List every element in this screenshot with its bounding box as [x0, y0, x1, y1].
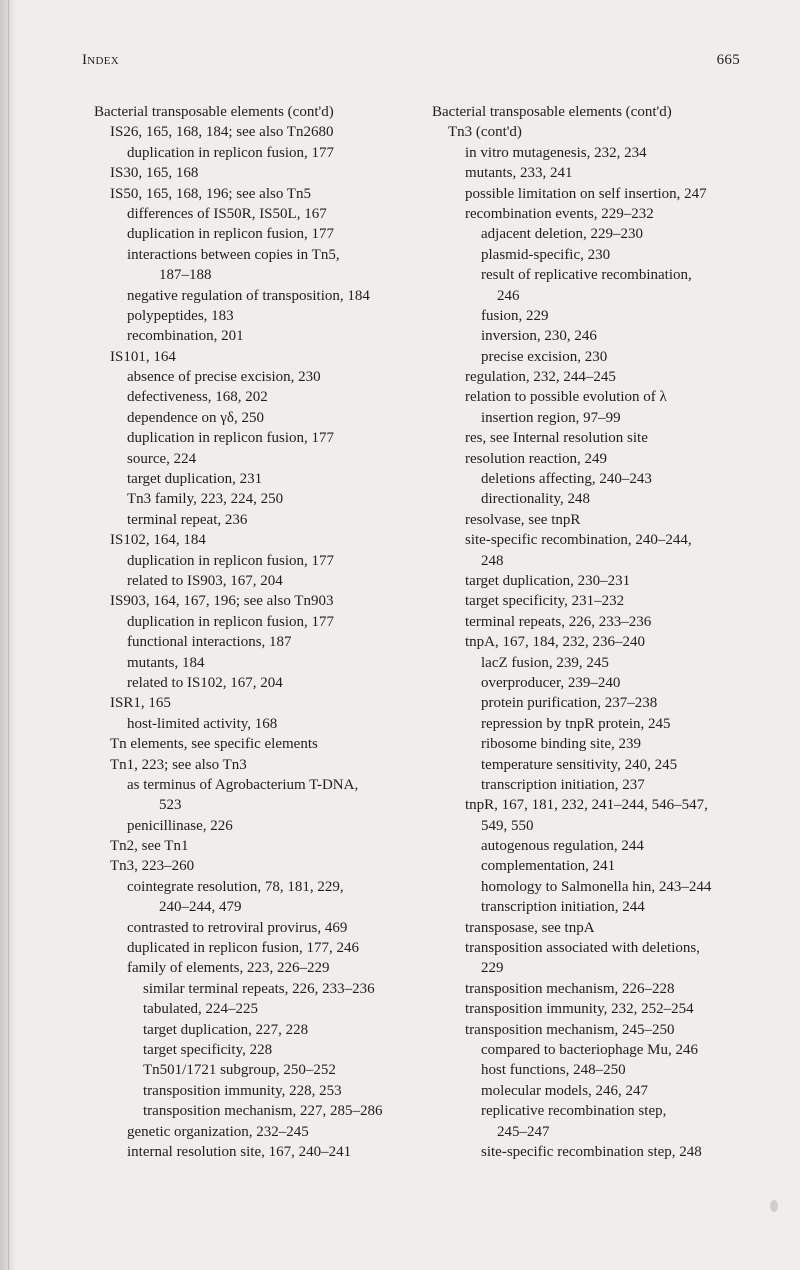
- index-entry: similar terminal repeats, 226, 233–236: [143, 980, 375, 997]
- index-entry: IS30, 165, 168: [110, 165, 199, 182]
- index-entry: transcription initiation, 244: [481, 899, 645, 916]
- index-entry: relation to possible evolution of λ: [465, 389, 667, 406]
- index-entry: deletions affecting, 240–243: [481, 471, 652, 488]
- index-entry: plasmid-specific, 230: [481, 246, 611, 263]
- index-entry: Bacterial transposable elements (cont'd): [94, 104, 334, 120]
- index-entry: as terminus of Agrobacterium T-DNA,: [127, 776, 359, 793]
- index-entry: adjacent deletion, 229–230: [481, 226, 644, 243]
- running-head: [0, 52, 800, 74]
- index-entry: related to IS903, 167, 204: [127, 572, 283, 589]
- index-entry: transposition mechanism, 245–250: [465, 1021, 675, 1038]
- index-entry: ISR1, 165: [110, 695, 171, 712]
- index-entry: fusion, 229: [481, 307, 549, 324]
- index-entry: internal resolution site, 167, 240–241: [127, 1143, 352, 1160]
- index-entry: recombination events, 229–232: [465, 205, 654, 222]
- index-entry: duplication in replicon fusion, 177: [127, 144, 335, 161]
- index-entry: res, see Internal resolution site: [465, 430, 648, 447]
- index-entry: replicative recombination step,: [481, 1103, 667, 1120]
- index-entry: transcription initiation, 237: [481, 776, 645, 793]
- index-entry: differences of IS50R, IS50L, 167: [127, 205, 327, 222]
- index-entry: recombination, 201: [127, 328, 244, 345]
- index-entry: 245–247: [497, 1123, 550, 1140]
- index-entry: defectiveness, 168, 202: [127, 389, 268, 406]
- index-entry: source, 224: [127, 450, 197, 467]
- index-entry: transposition mechanism, 226–228: [465, 980, 675, 997]
- index-entry: terminal repeats, 226, 233–236: [465, 613, 652, 630]
- index-entry: cointegrate resolution, 78, 181, 229,: [127, 878, 344, 895]
- index-entry: result of replicative recombination,: [481, 267, 692, 284]
- index-entry: protein purification, 237–238: [481, 695, 658, 712]
- index-entry: compared to bacteriophage Mu, 246: [481, 1041, 699, 1058]
- index-entry: regulation, 232, 244–245: [465, 369, 616, 386]
- index-entry: 523: [159, 797, 182, 814]
- index-entry: duplication in replicon fusion, 177: [127, 430, 335, 447]
- index-entry: family of elements, 223, 226–229: [127, 960, 330, 977]
- index-entry: Tn2, see Tn1: [110, 838, 189, 855]
- index-entry: duplication in replicon fusion, 177: [127, 552, 335, 569]
- index-entry: molecular models, 246, 247: [481, 1082, 649, 1099]
- paper-speck: [770, 1200, 778, 1212]
- index-entry: mutants, 184: [127, 654, 205, 671]
- index-entry: Tn501/1721 subgroup, 250–252: [143, 1062, 336, 1079]
- index-entry: mutants, 233, 241: [465, 165, 573, 182]
- index-entry: transposase, see tnpA: [465, 919, 595, 936]
- index-entry: negative regulation of transposition, 184: [127, 287, 370, 304]
- index-entry: overproducer, 239–240: [481, 674, 621, 691]
- index-entry: dependence on γδ, 250: [127, 409, 264, 426]
- index-entry: IS26, 165, 168, 184; see also Tn2680: [110, 124, 334, 141]
- index-entry: tnpA, 167, 184, 232, 236–240: [465, 634, 645, 651]
- index-entry: tnpR, 167, 181, 232, 241–244, 546–547,: [465, 797, 708, 814]
- index-entry: terminal repeat, 236: [127, 511, 248, 528]
- index-entry: site-specific recombination step, 248: [481, 1143, 702, 1160]
- index-entry: resolvase, see tnpR: [465, 511, 581, 528]
- index-column-left: [94, 102, 424, 1162]
- index-entry: related to IS102, 167, 204: [127, 674, 283, 691]
- index-entry: functional interactions, 187: [127, 634, 292, 651]
- index-entry: temperature sensitivity, 240, 245: [481, 756, 678, 773]
- index-entry: resolution reaction, 249: [465, 450, 608, 467]
- index-entry: Tn1, 223; see also Tn3: [110, 756, 247, 773]
- index-entry: precise excision, 230: [481, 348, 608, 365]
- index-entry: target duplication, 230–231: [465, 572, 631, 589]
- index-entry: polypeptides, 183: [127, 307, 234, 324]
- index-entry: IS50, 165, 168, 196; see also Tn5: [110, 185, 311, 202]
- index-entry: lacZ fusion, 239, 245: [481, 654, 609, 671]
- page-edge: [8, 0, 9, 1270]
- index-entry: IS903, 164, 167, 196; see also Tn903: [110, 593, 334, 610]
- index-entry: IS101, 164: [110, 348, 176, 365]
- index-entry: 549, 550: [481, 817, 534, 834]
- index-entry: autogenous regulation, 244: [481, 838, 644, 855]
- index-entry: transposition immunity, 228, 253: [143, 1082, 342, 1099]
- index-entry: absence of precise excision, 230: [127, 369, 321, 386]
- index-entry: possible limitation on self insertion, 247: [465, 185, 707, 202]
- index-entry: ribosome binding site, 239: [481, 736, 641, 753]
- index-entry: duplication in replicon fusion, 177: [127, 613, 335, 630]
- page-number: 665: [716, 52, 740, 68]
- index-entry: directionality, 248: [481, 491, 590, 508]
- index-entry: complementation, 241: [481, 858, 616, 875]
- index-entry: transposition mechanism, 227, 285–286: [143, 1103, 383, 1120]
- index-entry: duplication in replicon fusion, 177: [127, 226, 335, 243]
- index-entry: 229: [481, 960, 504, 977]
- index-entry: host functions, 248–250: [481, 1062, 626, 1079]
- index-entry: transposition immunity, 232, 252–254: [465, 1001, 694, 1018]
- index-entry: insertion region, 97–99: [481, 409, 621, 426]
- index-entry: target specificity, 228: [143, 1041, 273, 1058]
- index-entry: Tn3 (cont'd): [448, 124, 522, 141]
- index-entry: 187–188: [159, 267, 212, 284]
- index-entry: genetic organization, 232–245: [127, 1123, 309, 1140]
- index-entry: inversion, 230, 246: [481, 328, 597, 345]
- index-entry: duplicated in replicon fusion, 177, 246: [127, 940, 360, 957]
- index-entry: target duplication, 227, 228: [143, 1021, 309, 1038]
- index-entry: contrasted to retroviral provirus, 469: [127, 919, 348, 936]
- index-entry: interactions between copies in Tn5,: [127, 246, 340, 263]
- index-entry: tabulated, 224–225: [143, 1001, 258, 1018]
- index-entry: transposition associated with deletions,: [465, 940, 700, 957]
- index-entry: homology to Salmonella hin, 243–244: [481, 878, 712, 895]
- index-entry: target duplication, 231: [127, 471, 263, 488]
- index-entry: target specificity, 231–232: [465, 593, 625, 610]
- index-entry: Bacterial transposable elements (cont'd): [432, 104, 672, 120]
- running-head-title: Index: [82, 52, 120, 68]
- index-entry: site-specific recombination, 240–244,: [465, 532, 692, 549]
- index-entry: IS102, 164, 184: [110, 532, 206, 549]
- index-column-right: [432, 102, 772, 1162]
- index-entry: Tn3 family, 223, 224, 250: [127, 491, 284, 508]
- index-entry: repression by tnpR protein, 245: [481, 715, 671, 732]
- index-entry: host-limited activity, 168: [127, 715, 278, 732]
- index-entry: Tn3, 223–260: [110, 858, 195, 875]
- index-entry: 246: [497, 287, 520, 304]
- index-entry: penicillinase, 226: [127, 817, 233, 834]
- index-entry: 248: [481, 552, 504, 569]
- index-entry: 240–244, 479: [159, 899, 242, 916]
- index-entry: in vitro mutagenesis, 232, 234: [465, 144, 647, 161]
- index-entry: Tn elements, see specific elements: [110, 736, 318, 753]
